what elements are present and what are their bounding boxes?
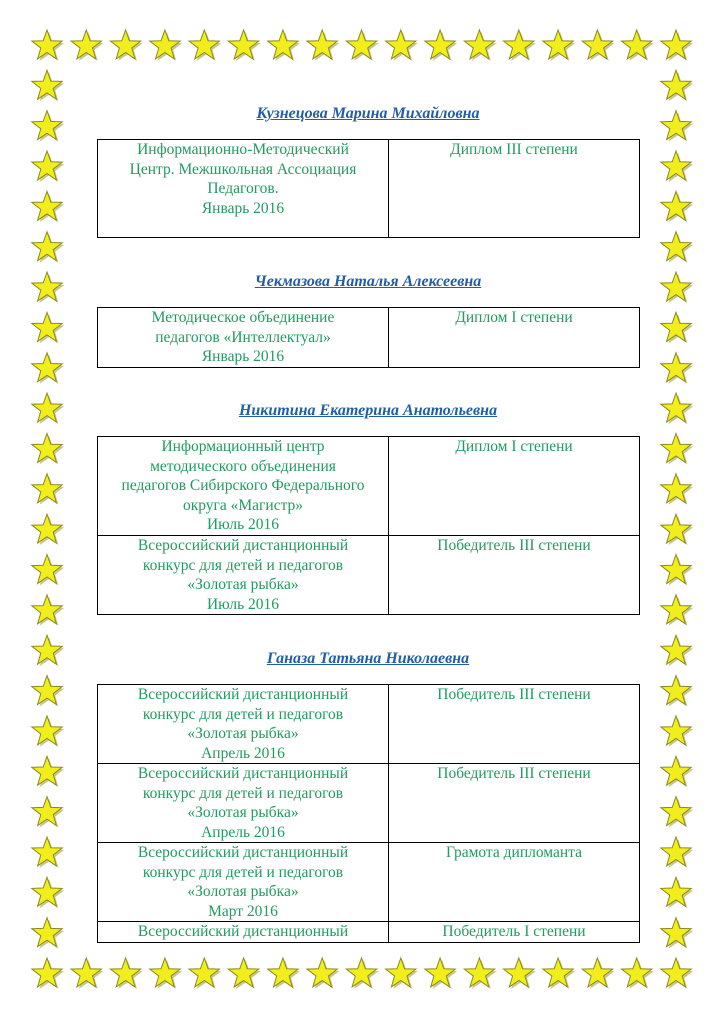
award-cell: Победитель I степени <box>389 922 640 943</box>
organization-cell <box>98 536 389 615</box>
organization-cell <box>98 140 389 238</box>
organization-cell <box>98 308 389 368</box>
table-row <box>98 685 640 764</box>
table-row <box>98 308 640 368</box>
date-text: Апрель 2016 <box>201 744 285 762</box>
teacher-name-4: Ганаза Татьяна Николаевна <box>266 650 470 667</box>
organization-text: Всероссийский дистанционный конкурс для детей и педагогов «Золотая рыбка» <box>137 686 349 742</box>
award-cell: Победитель III степени <box>389 536 640 615</box>
awards-table-2 <box>97 307 640 368</box>
table-row <box>98 437 640 536</box>
award-cell: Победитель III степени <box>389 764 640 843</box>
date-text: Июль 2016 <box>206 516 280 533</box>
award-cell: Победитель III степени <box>389 685 640 764</box>
table-row <box>98 536 640 615</box>
date-text: Январь 2016 <box>201 348 285 365</box>
date-text: Июль 2016 <box>206 595 280 613</box>
award-cell: Диплом I степени <box>389 308 640 368</box>
organization-text: Информационно-Методический Центр. Межшкольная Ассоциация Педагогов. <box>129 141 357 197</box>
organization-text: Информационный центр методического объединения педагогов Сибирского Федерального округа «Магистр» <box>121 438 365 514</box>
organization-cell <box>98 843 389 922</box>
organization-cell <box>98 685 389 764</box>
organization-text: Всероссийский дистанционный конкурс для детей и педагогов «Золотая рыбка» <box>137 765 349 821</box>
organization-text: Всероссийский дистанционный конкурс для детей и педагогов «Золотая рыбка» <box>137 537 349 593</box>
teacher-name-2: Чекмазова Наталья Алексеевна <box>254 273 482 290</box>
awards-table-3 <box>97 436 640 615</box>
table-row <box>98 843 640 922</box>
date-text: Январь 2016 <box>201 199 285 217</box>
award-cell: Диплом III степени <box>389 140 640 238</box>
organization-cell <box>98 764 389 843</box>
organization-text: Всероссийский дистанционный <box>137 923 349 940</box>
teacher-name-1: Кузнецова Марина Михайловна <box>256 105 480 122</box>
date-text: Март 2016 <box>208 902 278 920</box>
table-row <box>98 922 640 943</box>
organization-cell <box>98 922 389 943</box>
date-text: Апрель 2016 <box>201 823 285 841</box>
award-cell: Диплом I степени <box>389 437 640 536</box>
teacher-name-3: Никитина Екатерина Анатольевна <box>238 402 498 419</box>
organization-text: Методическое объединение педагогов «Интеллектуал» <box>151 309 335 346</box>
award-cell: Грамота дипломанта <box>389 843 640 922</box>
table-row <box>98 764 640 843</box>
table-row <box>98 140 640 238</box>
organization-cell <box>98 437 389 536</box>
organization-text: Всероссийский дистанционный конкурс для детей и педагогов «Золотая рыбка» <box>137 844 349 900</box>
awards-table-4 <box>97 684 640 943</box>
awards-table-1 <box>97 139 640 238</box>
